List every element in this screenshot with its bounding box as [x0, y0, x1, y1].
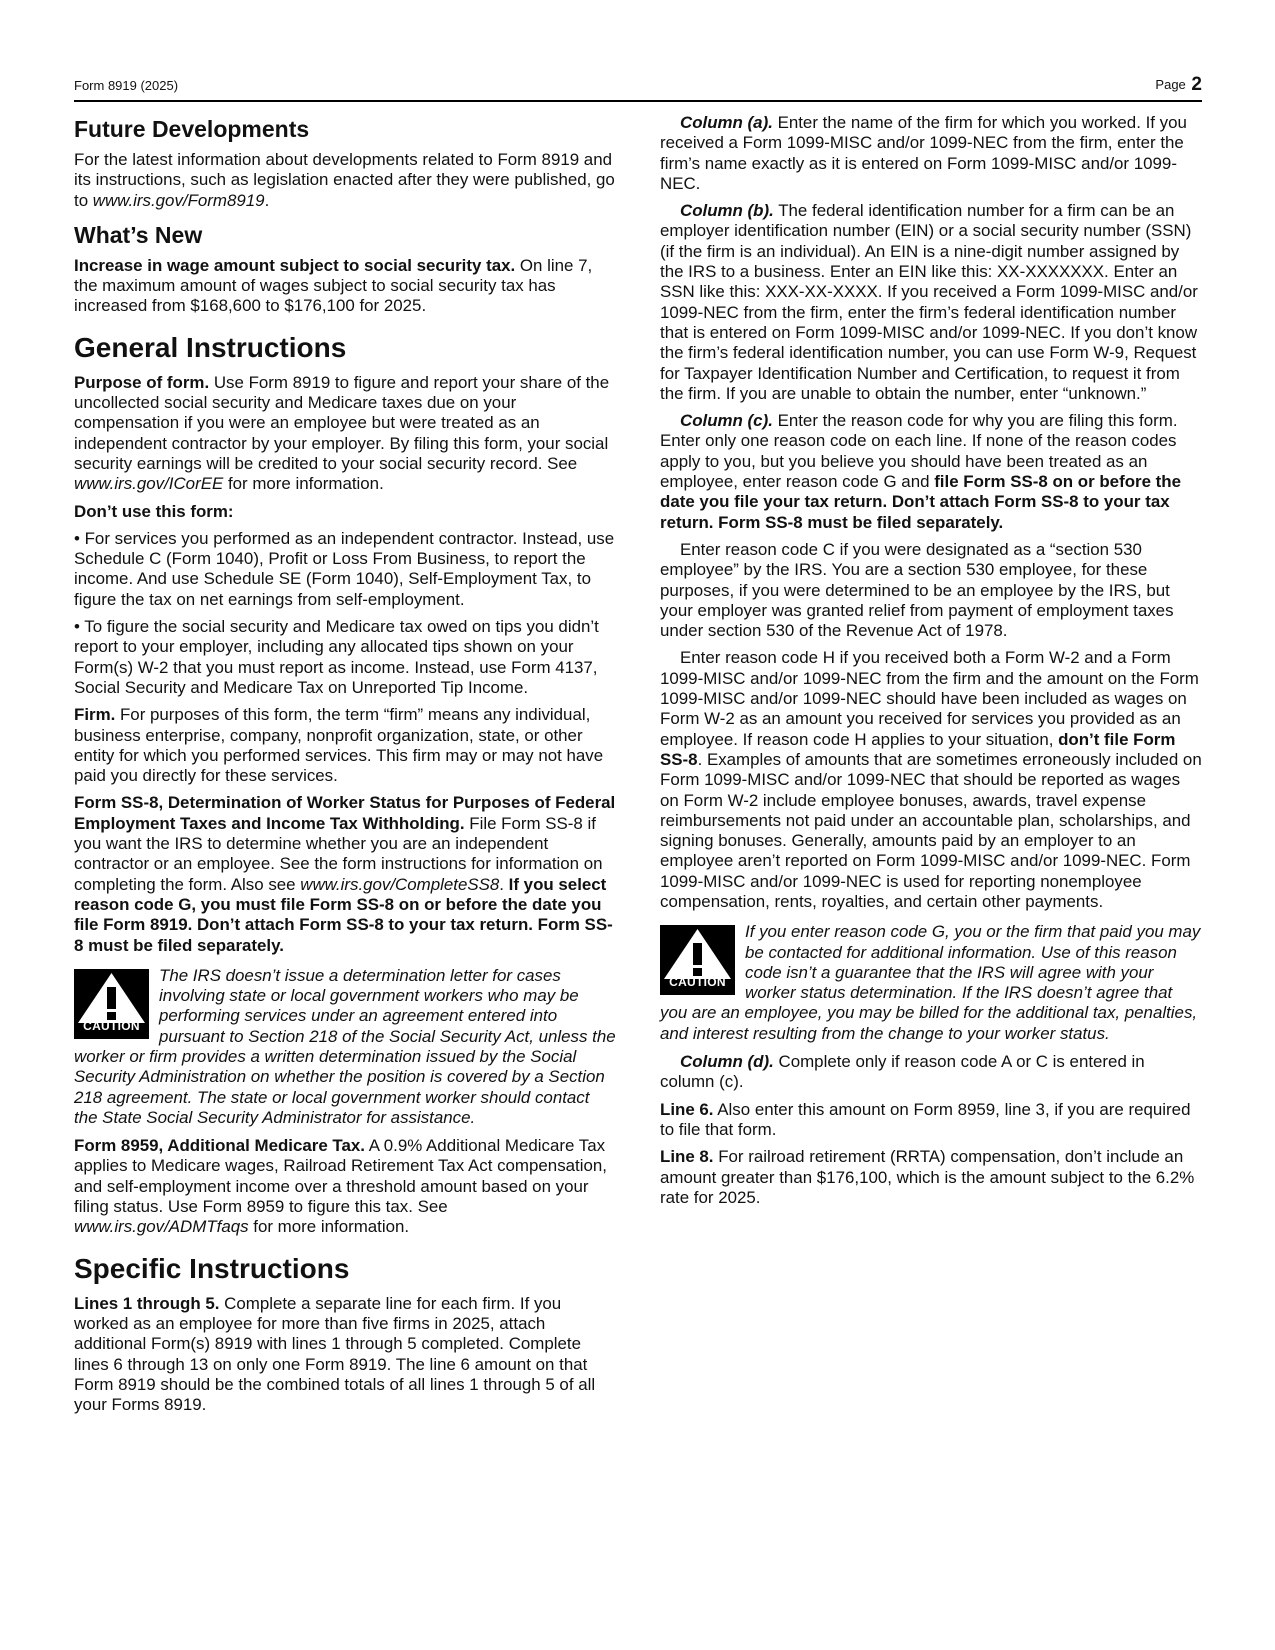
caution-icon: [660, 925, 735, 995]
page-number: 2: [1191, 74, 1202, 95]
purpose-text-end: for more information.: [223, 474, 384, 494]
right-column: [660, 113, 1202, 1215]
future-dev-text-end: .: [264, 190, 270, 210]
caution-label: CAUTION: [669, 974, 726, 989]
bullet-independent-contractor: • For services you performed as an independent contractor. Instead, use Schedule C (Form 1040), Profit or Loss From Business, to report the income. And use Schedule SE (Form 1040), Self-Employment Tax, to figure the tax on net earnings from self-employment.: [74, 528, 615, 609]
column-b-label: Column (b).: [680, 201, 774, 221]
form8919-link[interactable]: www.irs.gov/Form8919: [92, 190, 265, 210]
column-c-paragraph: [660, 411, 1202, 533]
column-c-text: Enter the reason code for why you are filing this form. Enter only one reason code on each line. If none of the reason codes apply to you, but you believe you should have been treated as an employee, enter reason code G and: [660, 411, 1178, 492]
form8959-title: Form 8959, Additional Medicare Tax.: [74, 1136, 365, 1156]
caution-block-left: [74, 966, 616, 1128]
column-d-text: Complete only if reason code A or C is entered in column (c).: [660, 1052, 1145, 1092]
caution-label: CAUTION: [83, 1018, 140, 1033]
ss8-text: File Form SS-8 if you want the IRS to determine whether you are an independent contractor or an employee. See the form instructions for information on completing the form. Also see: [74, 813, 603, 894]
reason-code-h-paragraph: [660, 648, 1202, 912]
firm-text: For purposes of this form, the term “firm” means any individual, business enterprise, company, nonprofit organization, state, or other entity for which you performed services. This firm may or may not have paid you directly for these services.: [74, 705, 604, 786]
caution-block-right: [660, 922, 1202, 1044]
form-title: Form 8919 (2025): [74, 78, 179, 93]
page-indicator: [1155, 74, 1202, 96]
reason-code-h-text-end: . Examples of amounts that are sometimes erroneously included on Form 1099-MISC and/or 1099-NEC that should be reported as wages on Form W-2 include employee bonuses, awards, travel expense reimbursements not paid under an accountable plan, scholarships, and signing bonuses. Generally, amounts paid by an employer to an employee aren’t reported on Form 1099-MISC and/or 1099-NEC. Form 1099-MISC and/or 1099-NEC is used for reporting nonemployee compensation, rents, royalties, and certain other payments.: [660, 749, 1202, 911]
page-label: Page: [1155, 77, 1186, 92]
ss8-text-mid: .: [499, 874, 509, 894]
firm-paragraph: [74, 705, 616, 786]
reason-code-h-bold: don’t file Form SS-8: [660, 729, 1176, 769]
line-8-paragraph: [660, 1147, 1202, 1208]
wage-increase-title: Increase in wage amount subject to social security tax.: [74, 255, 516, 275]
specific-instructions-heading: Specific Instructions: [74, 1252, 350, 1284]
firm-title: Firm.: [74, 705, 116, 725]
line-6-title: Line 6.: [660, 1099, 714, 1119]
whats-new-heading: What’s New: [74, 221, 203, 248]
lines-1-5-title: Lines 1 through 5.: [74, 1293, 220, 1313]
column-a-text: Enter the name of the firm for which you worked. If you received a Form 1099-MISC and/or 1099-NEC from the firm, enter the firm’s name exactly as it is entered on Form 1099-MISC and/or 1099-NEC.: [660, 113, 1187, 193]
purpose-paragraph: [74, 373, 616, 495]
lines-1-5-paragraph: [74, 1294, 616, 1416]
column-a-label: Column (a).: [680, 113, 773, 132]
left-column: [74, 113, 616, 1422]
caution-text: The IRS doesn’t issue a determination letter for cases involving state or local government workers who may be performing services under an agreement entered into pursuant to Section 218 of the Social Security Act, unless the worker or firm provides a written determination issued by the Social Security Administration on whether the position is covered by a Section 218 agreement. The state or local government worker should contact the State Social Security Administrator for assistance.: [74, 965, 616, 1127]
ss8-reason-g-warning: If you select reason code G, you must file Form SS-8 on or before the date you file Form 8919. Don’t attach Form SS-8 to your tax return. Form SS-8 must be filed separately.: [74, 874, 613, 955]
bullet-tips: • To figure the social security and Medicare tax owed on tips you didn’t report to your employer, including any allocated tips shown on your Form(s) W-2 that you must report as income. Instead, use Form 4137, Social Security and Medicare Tax on Unreported Tip Income.: [74, 617, 599, 697]
column-d-label: Column (d).: [680, 1052, 774, 1072]
reason-code-h-text: Enter reason code H if you received both a Form W-2 and a Form 1099-MISC and/or 1099-NEC from the firm and the amount on the Form 1099-MISC and/or 1099-NEC should have been included as wages on Form W-2 as an amount you received for services you provided as an employee. If reason code H applies to your situation,: [660, 648, 1199, 749]
ss8-title: Form SS-8, Determination of Worker Status for Purposes of Federal Employment Taxes and Income Tax Withholding.: [74, 793, 616, 833]
reason-code-c-paragraph: Enter reason code C if you were designated as a “section 530 employee” by the IRS. You are a section 530 employee, for these purposes, if you were determined to be an employee by the IRS, but your employer was granted relief from payment of employment taxes under section 530 of the Revenue Act of 1978.: [660, 539, 1174, 641]
line-6-text: Also enter this amount on Form 8959, line 3, if you are required to file that form.: [660, 1099, 1191, 1139]
caution-icon: [74, 969, 149, 1039]
wage-increase-text: On line 7, the maximum amount of wages subject to social security tax has increased from $168,600 to $176,100 for 2025.: [74, 255, 593, 316]
form8959-paragraph: [74, 1136, 616, 1237]
line-8-title: Line 8.: [660, 1147, 714, 1167]
form8959-text: A 0.9% Additional Medicare Tax applies to Medicare wages, Railroad Retirement Tax Act compensation, and self-employment income over a threshold amount based on your filing status. Use Form 8959 to figure this tax. See: [74, 1136, 607, 1217]
page-header: [74, 74, 1202, 102]
dont-use-heading: [74, 502, 616, 522]
column-d-paragraph: [660, 1052, 1202, 1093]
lines-1-5-text: Complete a separate line for each firm. If you worked as an employee for more than five firms in 2025, attach additional Form(s) 8919 with lines 1 through 5 completed. Complete lines 6 through 13 on only one Form 8919. The line 6 amount on that Form 8919 should be the combined totals of all lines 1 through 5 of all your Forms 8919.: [74, 1293, 596, 1415]
general-instructions-heading: General Instructions: [74, 331, 347, 363]
line-8-text: For railroad retirement (RRTA) compensation, don’t include an amount greater than $176,100, which is the amount subject to the 6.2% rate for 2025.: [660, 1147, 1195, 1207]
column-c-ss8-warning: file Form SS-8 on or before the date you file your tax return. Don’t attach Form SS-8 to your tax return. Form SS-8 must be filed separately.: [660, 472, 1182, 532]
form8959-text-end: for more information.: [248, 1217, 410, 1237]
future-developments-heading: Future Developments: [74, 116, 310, 142]
column-a-paragraph: [660, 113, 1202, 194]
dont-use-label: Don’t use this form:: [74, 501, 234, 521]
column-c-label: Column (c).: [680, 411, 773, 431]
column-b-text: The federal identification number for a firm can be an employer identification number (EIN) or a social security number (SSN) (if the firm is an individual). An EIN is a nine-digit number assigned by the IRS to a business. Enter an EIN like this: XX-XXXXXXX. Enter an SSN like this: XXX-XX-XXXX. If you received a Form 1099-MISC and/or 1099-NEC from the firm, enter the firm’s federal identification number that is entered on Form 1099-MISC and/or 1099-NEC. If you don’t know the firm’s federal identification number, you can use Form W-9, Request for Taxpayer Identification Number and Certification, to request it from the firm. If you are unable to obtain the number, enter “unknown.”: [660, 201, 1198, 403]
future-developments-text: [74, 150, 616, 211]
icoree-link[interactable]: www.irs.gov/ICorEE: [74, 474, 224, 494]
purpose-title: Purpose of form.: [74, 372, 210, 392]
admtfaqs-link[interactable]: www.irs.gov/ADMTfaqs: [74, 1217, 249, 1237]
whats-new-paragraph: [74, 256, 616, 317]
ss8-paragraph: [74, 793, 616, 955]
column-b-paragraph: [660, 201, 1202, 404]
caution-text: If you enter reason code G, you or the firm that paid you may be contacted for additional information. Use of this reason code isn’t a guarantee that the IRS will agree with your worker status determination. If the IRS doesn’t agree that you are an employee, you may be billed for the additional tax, penalties, and interest resulting from the change to your worker status.: [660, 922, 1201, 1043]
future-dev-text: For the latest information about developments related to Form 8919 and its instructions, such as legislation enacted after they were published, go to: [74, 150, 615, 210]
purpose-text: Use Form 8919 to figure and report your share of the uncollected social security and Medicare taxes due on your compensation if you were an employee but were treated as an independent contractor by your employer. By filing this form, your social security earnings will be credited to your social security record. See: [74, 372, 610, 473]
line-6-paragraph: [660, 1100, 1202, 1141]
completess8-link[interactable]: www.irs.gov/CompleteSS8: [300, 874, 500, 894]
